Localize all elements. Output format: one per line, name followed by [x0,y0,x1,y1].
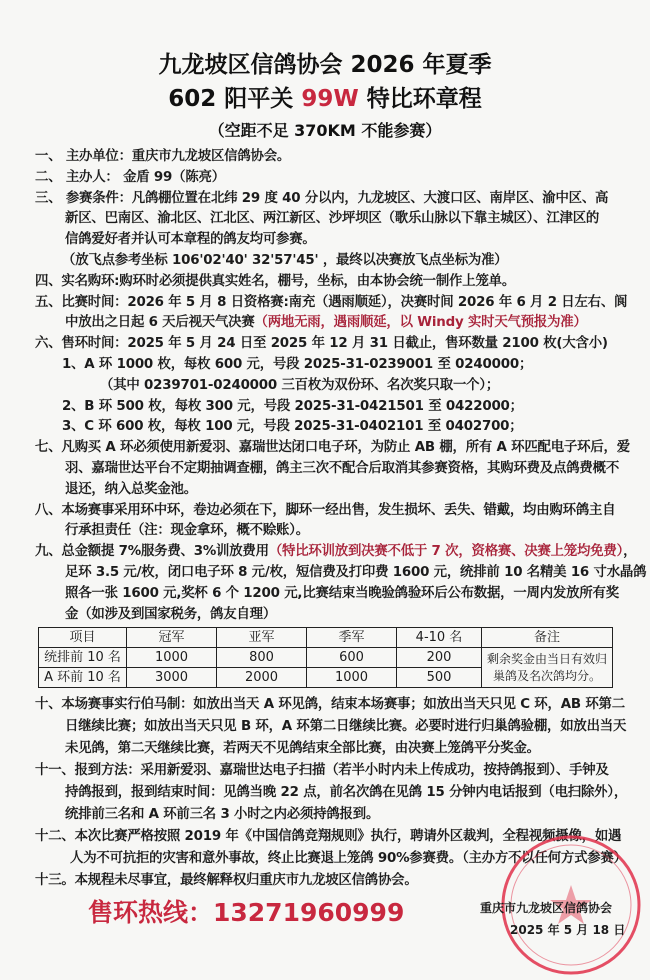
table-header-row [39,628,613,648]
section-8: 八、本场赛事采用环中环，卷边必须在下，脚环一经出售，发生损坏、丢失、错戴，均由购环鸽主自 [35,502,616,518]
sales-hotline: 售环热线：13271960999 [88,898,405,927]
row-label: 统排前 10 名 [39,648,127,668]
section-13: 十三。本规程未尽事宜，最终解释权归重庆市九龙坡区信鸽协会。 [35,873,418,889]
doc-subtitle: （空距不足 370KM 不能参赛） [208,121,442,140]
section-11-line: 持鸽报到，报到结束时间：见鸽当晚 22 点，前名次鸽在见鸽 15 分钟内电话报到（电扫除外）， [65,785,628,801]
cell: 2000 [217,668,307,688]
section-11-line: 统排前三名和 A 环前三名 3 小时之内必须持鸽报到。 [65,807,380,823]
header-cell: 4-10 名 [397,628,482,648]
section-10: 十、本场赛事实行伯马制：如放出当天 A 环见鸽，结束本场赛事；如放出当天只见 C 环，AB 环第二 [35,697,625,713]
signature-date: 2025 年 5 月 18 日 [510,923,626,937]
section-9-line: 足环 3.5 元/枚，闭口电子环 8 元/枚，短信费及打印费 1600 元，统排前 10 名精美 16 寸水晶鸽 [65,564,647,580]
section-3-line: 新区、巴南区、渝北区、江北区、两江新区、沙坪坝区（歌乐山脉以下靠主城区）、江津区的 [65,211,600,227]
section-10-line: 未见鸽，第二天继续比赛，若两天不见鸽结束全部比赛，由决赛上笼鸽平分奖金。 [65,741,540,757]
header-cell: 季军 [307,628,397,648]
signature-org: 重庆市九龙坡区信鸽协会 [480,901,613,915]
text: 九、总金额提 7%服务费、3%训放费用 [35,544,269,560]
section-9 [0,542,650,563]
training-note: （特比环训放到决赛不低于 7 次，资格赛、决赛上笼均免费） [268,544,624,560]
ring-c: 3、C 环 600 枚，每枚 100 元，号段 2025-31-0402101 至 0402700； [62,419,523,435]
section-5: 五、比赛时间：2026 年 5 月 8 日资格赛:南充（遇雨顺延），决赛时间 2026 年 6 月 2 日左右、阆 [35,294,628,310]
section-3-line: 信鸽爱好者并认可本章程的鸽友均可参赛。 [65,232,316,248]
cell: 500 [397,668,482,688]
cell: 800 [217,648,307,668]
section-8-line: 行承担责任（注：现金拿环，概不赊账）。 [65,523,309,539]
header-cell: 冠军 [127,628,217,648]
section-3-coords: （放飞点参考坐标 106'02'40' 32'57'45' ，最终以决赛放飞点坐标为准） [62,252,508,268]
cell: 600 [307,648,397,668]
section-7-line: 羽、嘉瑞世达平台不定期抽调查棚，鸽主三次不配合后取消其参赛资格，其购环费及点鸽费概不 [65,460,620,476]
section-1: 一、 主办单位：重庆市九龙坡区信鸽协会。 [35,149,291,164]
ring-a: 1、A 环 1000 枚，每枚 600 元，号段 2025-31-0239001 至 0240000； [62,356,533,372]
ring-b: 2、B 环 500 枚，每枚 300 元，号段 2025-31-0421501 至 0422000； [62,398,523,414]
section-10-line: 日继续比赛；如放出当天只见 B 环，A 环第二日继续比赛。必要时进行归巢鸽验棚，如放出当天 [65,719,627,735]
text: 中放出之日起 6 天后视天气决赛 [65,315,255,331]
cell: 3000 [127,668,217,688]
title-highlight: 99W [301,86,359,112]
weather-note: （两地无雨，遇雨顺延，以 Windy 实时天气预报为准） [254,315,587,331]
regulation-body [0,147,650,892]
prize-table [38,627,613,688]
header-cell: 备注 [482,628,613,648]
section-7: 七、凡购买 A 环必须使用新爱羽、嘉瑞世达闭口电子环，为防止 AB 棚，所有 A 环匹配电子环后，爱 [35,440,630,456]
ring-a-note: （其中 0239701-0240000 三百枚为双份环、名次奖只取一个）； [100,377,500,393]
table-row [39,648,613,668]
text: ， [623,544,637,560]
section-5-line [0,313,650,334]
section-11: 十一、报到方法：采用新爱羽、嘉瑞世达电子扫描（若半小时内未上传成功，按持鸽报到）、手钟及 [35,763,609,779]
section-12-line: 人为不可抗拒的灾害和意外事故，终止比赛退上笼鸽 90%参赛费。（主办方不以任何方式参赛） [70,851,627,867]
header-cell: 亚军 [217,628,307,648]
section-2: 二、 主办人： 金盾 99（陈亮） [35,169,225,185]
cell: 1000 [307,668,397,688]
doc-title-line2 [0,80,650,113]
section-6: 六、售环时间：2025 年 5 月 24 日至 2025 年 12 月 31 日截止，售环数量 2100 枚(大含小) [35,336,608,352]
doc-title-line1: 九龙坡区信鸽协会 2026 年夏季 [158,52,492,78]
row-label: A 环前 10 名 [39,668,127,688]
section-3: 三、 参赛条件：凡鸽棚位置在北纬 29 度 40 分以内，九龙坡区、大渡口区、南岸区、渝中区、高 [35,190,609,206]
title-part: 602 阳平关 [168,86,302,112]
section-9-line: 照各一张 1600 元,奖杯 6 个 1200 元,比赛结束当晚验鸽验环后公布数据，一周内发放所有奖 [65,585,619,601]
section-12: 十二、本次比赛严格按照 2019 年《中国信鸽竞翔规则》执行，聘请外区裁判，全程视频摄像，如遇 [35,829,622,845]
section-4: 四、实名购环:购环时必须提供真实姓名，棚号，坐标，由本协会统一制作上笼单。 [35,273,516,289]
cell: 1000 [127,648,217,668]
section-7-line: 退还，纳入总奖金池。 [65,481,197,497]
title-part: 特比环章程 [358,86,482,112]
note-cell: 剩余奖金由当日有效归巢鸽及名次鸽均分。 [482,648,613,688]
header-cell: 项目 [39,628,127,648]
cell: 200 [397,648,482,668]
section-9-line: 金（如涉及到国家税务，鸽友自理） [65,606,277,622]
